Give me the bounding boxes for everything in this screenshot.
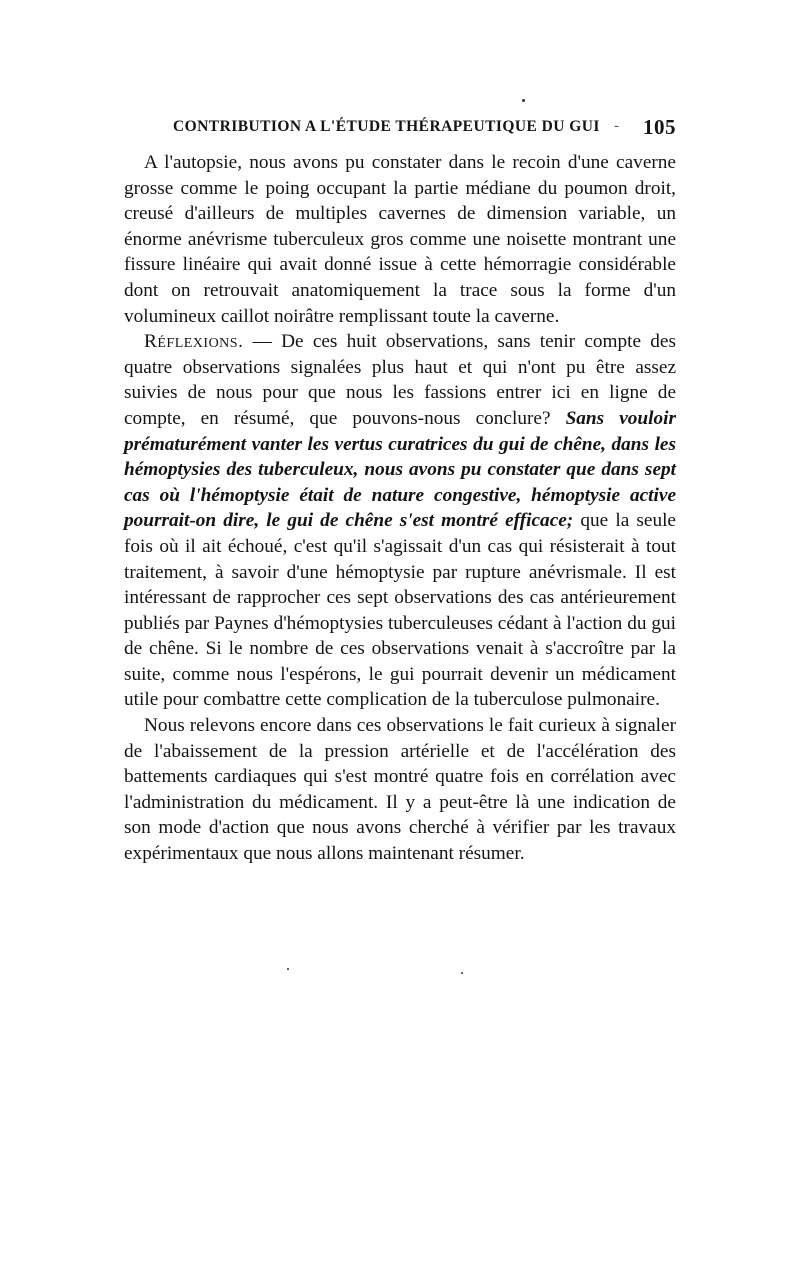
ink-speck bbox=[287, 968, 289, 970]
running-header bbox=[173, 116, 683, 140]
reflexions-label: Réflexions. bbox=[144, 331, 244, 353]
header-dash: - bbox=[614, 118, 619, 134]
reflexions-text-after: que la seule fois où il ait échoué, c'est qu'il s'agissait d'un cas qui résisterait à tout traitement, à savoir d'une hémoptysie par rupture anévrismale. Il est intéressant de rapprocher ces sept observations des cas antérieurement publiés par Paynes d'hémoptysies tuberculeuses cédant à l'action du gui de chêne. Si le nombre de ces observations venait à s'accroître par la suite, comme nous l'espérons, le gui pourrait devenir un médicament utile pour combattre cette complication de la tuberculose pulmonaire. bbox=[124, 510, 676, 711]
running-title: CONTRIBUTION A L'ÉTUDE THÉRAPEUTIQUE DU GUI bbox=[173, 118, 600, 135]
body-text bbox=[124, 150, 676, 867]
paragraph-closing: Nous relevons encore dans ces observations le fait curieux à signaler de l'abaissement de la pression artérielle et de l'accélération des battements cardiaques qui s'est montré quatre fois en corrélation avec l'administration du médicament. Il y a peut-être là une indication de son mode d'action que nous avons cherché à vérifier par les travaux expérimentaux que nous allons maintenant résumer. bbox=[124, 715, 676, 865]
paragraph-reflexions bbox=[124, 329, 676, 713]
reflexions-italic-conclusion: Sans vouloir prématurément vanter les vertus curatrices du gui de chêne, dans les hémoptysies des tuberculeux, nous avons pu constater que dans sept cas où l'hémoptysie était de nature congestive, hémoptysie active pourrait-on dire, le gui de chêne s'est montré efficace; bbox=[124, 407, 676, 532]
page-number: 105 bbox=[643, 115, 676, 139]
reflexions-text-before: — De ces huit observations, sans tenir compte des quatre observations signalées plus haut et qui n'ont pu être assez suivies de nous pour que nous les fassions entrer ici en ligne de compte, en résumé, que pouvons-nous conclure? bbox=[124, 331, 676, 429]
ink-speck bbox=[461, 972, 463, 974]
paragraph-autopsy: A l'autopsie, nous avons pu constater dans le recoin d'une caverne grosse comme le poing occupant la partie médiane du poumon droit, creusé d'ailleurs de multiples cavernes de dimension variable, un énorme anévrisme tuberculeux gros comme une noisette montrant une fissure linéaire qui avait donné issue à cette hémorragie considérable dont on retrouvait anatomiquement la trace sous la forme d'un volumineux caillot noirâtre remplissant toute la caverne. bbox=[124, 152, 676, 327]
ink-speck bbox=[522, 99, 525, 102]
